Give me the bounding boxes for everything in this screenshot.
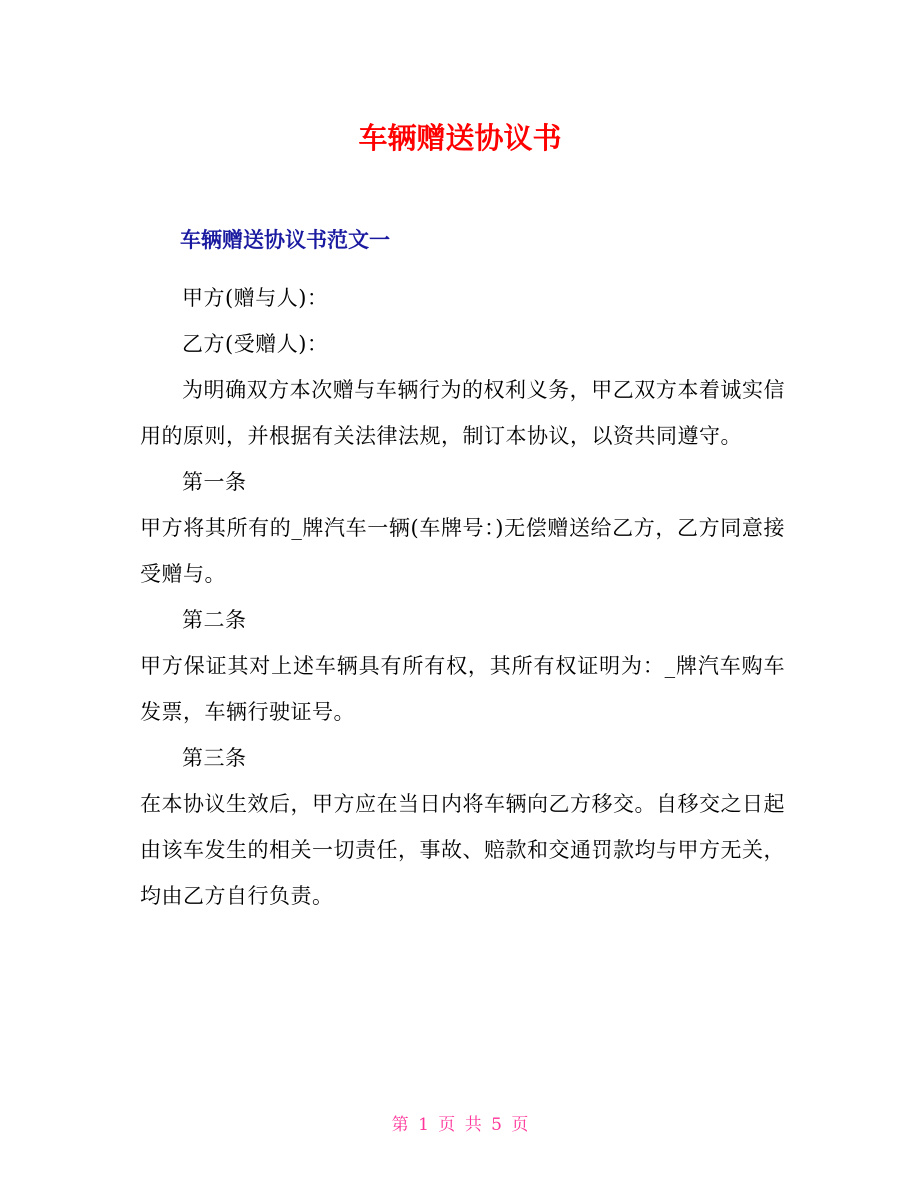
- article-3-heading: 第三条: [182, 746, 247, 770]
- paragraph-preamble: 为明确双方本次赠与车辆行为的权利义务，甲乙双方本着诚实信用的原则，并根据有关法律法规，制订本协议，以资共同遵守。: [140, 378, 785, 448]
- article-1-text: 甲方将其所有的_牌汽车一辆(车牌号：)无偿赠送给乙方，乙方同意接受赠与。: [140, 516, 785, 586]
- document-body: [140, 275, 785, 919]
- paragraph-party-b: 乙方(受赠人)：: [182, 332, 329, 356]
- article-1-heading: 第一条: [182, 470, 247, 494]
- page-number-footer: 第 1 页 共 5 页: [391, 1115, 529, 1135]
- paragraph-party-a: 甲方(赠与人)：: [182, 286, 329, 310]
- article-3-text: 在本协议生效后，甲方应在当日内将车辆向乙方移交。自移交之日起由该车发生的相关一切责任，事故、赔款和交通罚款均与甲方无关，均由乙方自行负责。: [140, 792, 785, 908]
- section-heading: 车辆赠送协议书范文一: [180, 228, 390, 252]
- page-title: 车辆赠送协议书: [358, 121, 562, 155]
- article-2-heading: 第二条: [182, 608, 247, 632]
- article-2-text: 甲方保证其对上述车辆具有所有权，其所有权证明为：_牌汽车购车发票，车辆行驶证号。: [140, 654, 785, 724]
